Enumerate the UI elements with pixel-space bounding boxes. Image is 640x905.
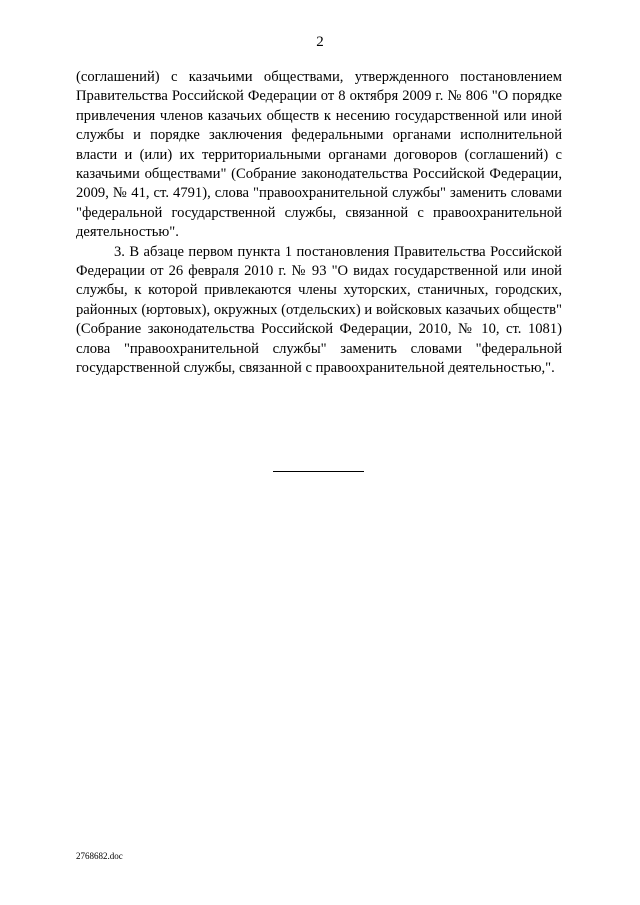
paragraph-continuation: (соглашений) с казачьими обществами, утвержденного постановлением Правительства Российской Федерации от 8 октября 2009 г. № 806 "О порядке привлечения членов казачьих обществ к несению государственной или иной службы и порядке заключения федеральными органами исполнительной власти и (или) их территориальными органами договоров (соглашений) с казачьими обществами" (Собрание законодательства Российской Федерации, 2009, № 41, ст. 4791), слова "правоохранительной службы" заменить словами "федеральной государственной службы, связанной с правоохранительной деятельностью". <box>76 69 562 241</box>
paragraph-item-3: 3. В абзаце первом пункта 1 постановления Правительства Российской Федерации от 26 февраля 2010 г. № 93 "О видах государственной или иной службы, к которой привлекаются члены хуторских, станичных, городских, районных (юртовых), окружных (отдельских) и войсковых казачьих обществ" (Собрание законодательства Российской Федерации, 2010, № 10, ст. 1081) слова "правоохранительной службы" заменить словами "федеральной государственной службы, связанной с правоохранительной деятельностью,". <box>76 243 562 377</box>
document-file-id: 2768682.doc <box>76 851 123 861</box>
document-body <box>76 68 562 379</box>
page-number: 2 <box>316 34 324 50</box>
end-separator-line <box>273 471 364 472</box>
